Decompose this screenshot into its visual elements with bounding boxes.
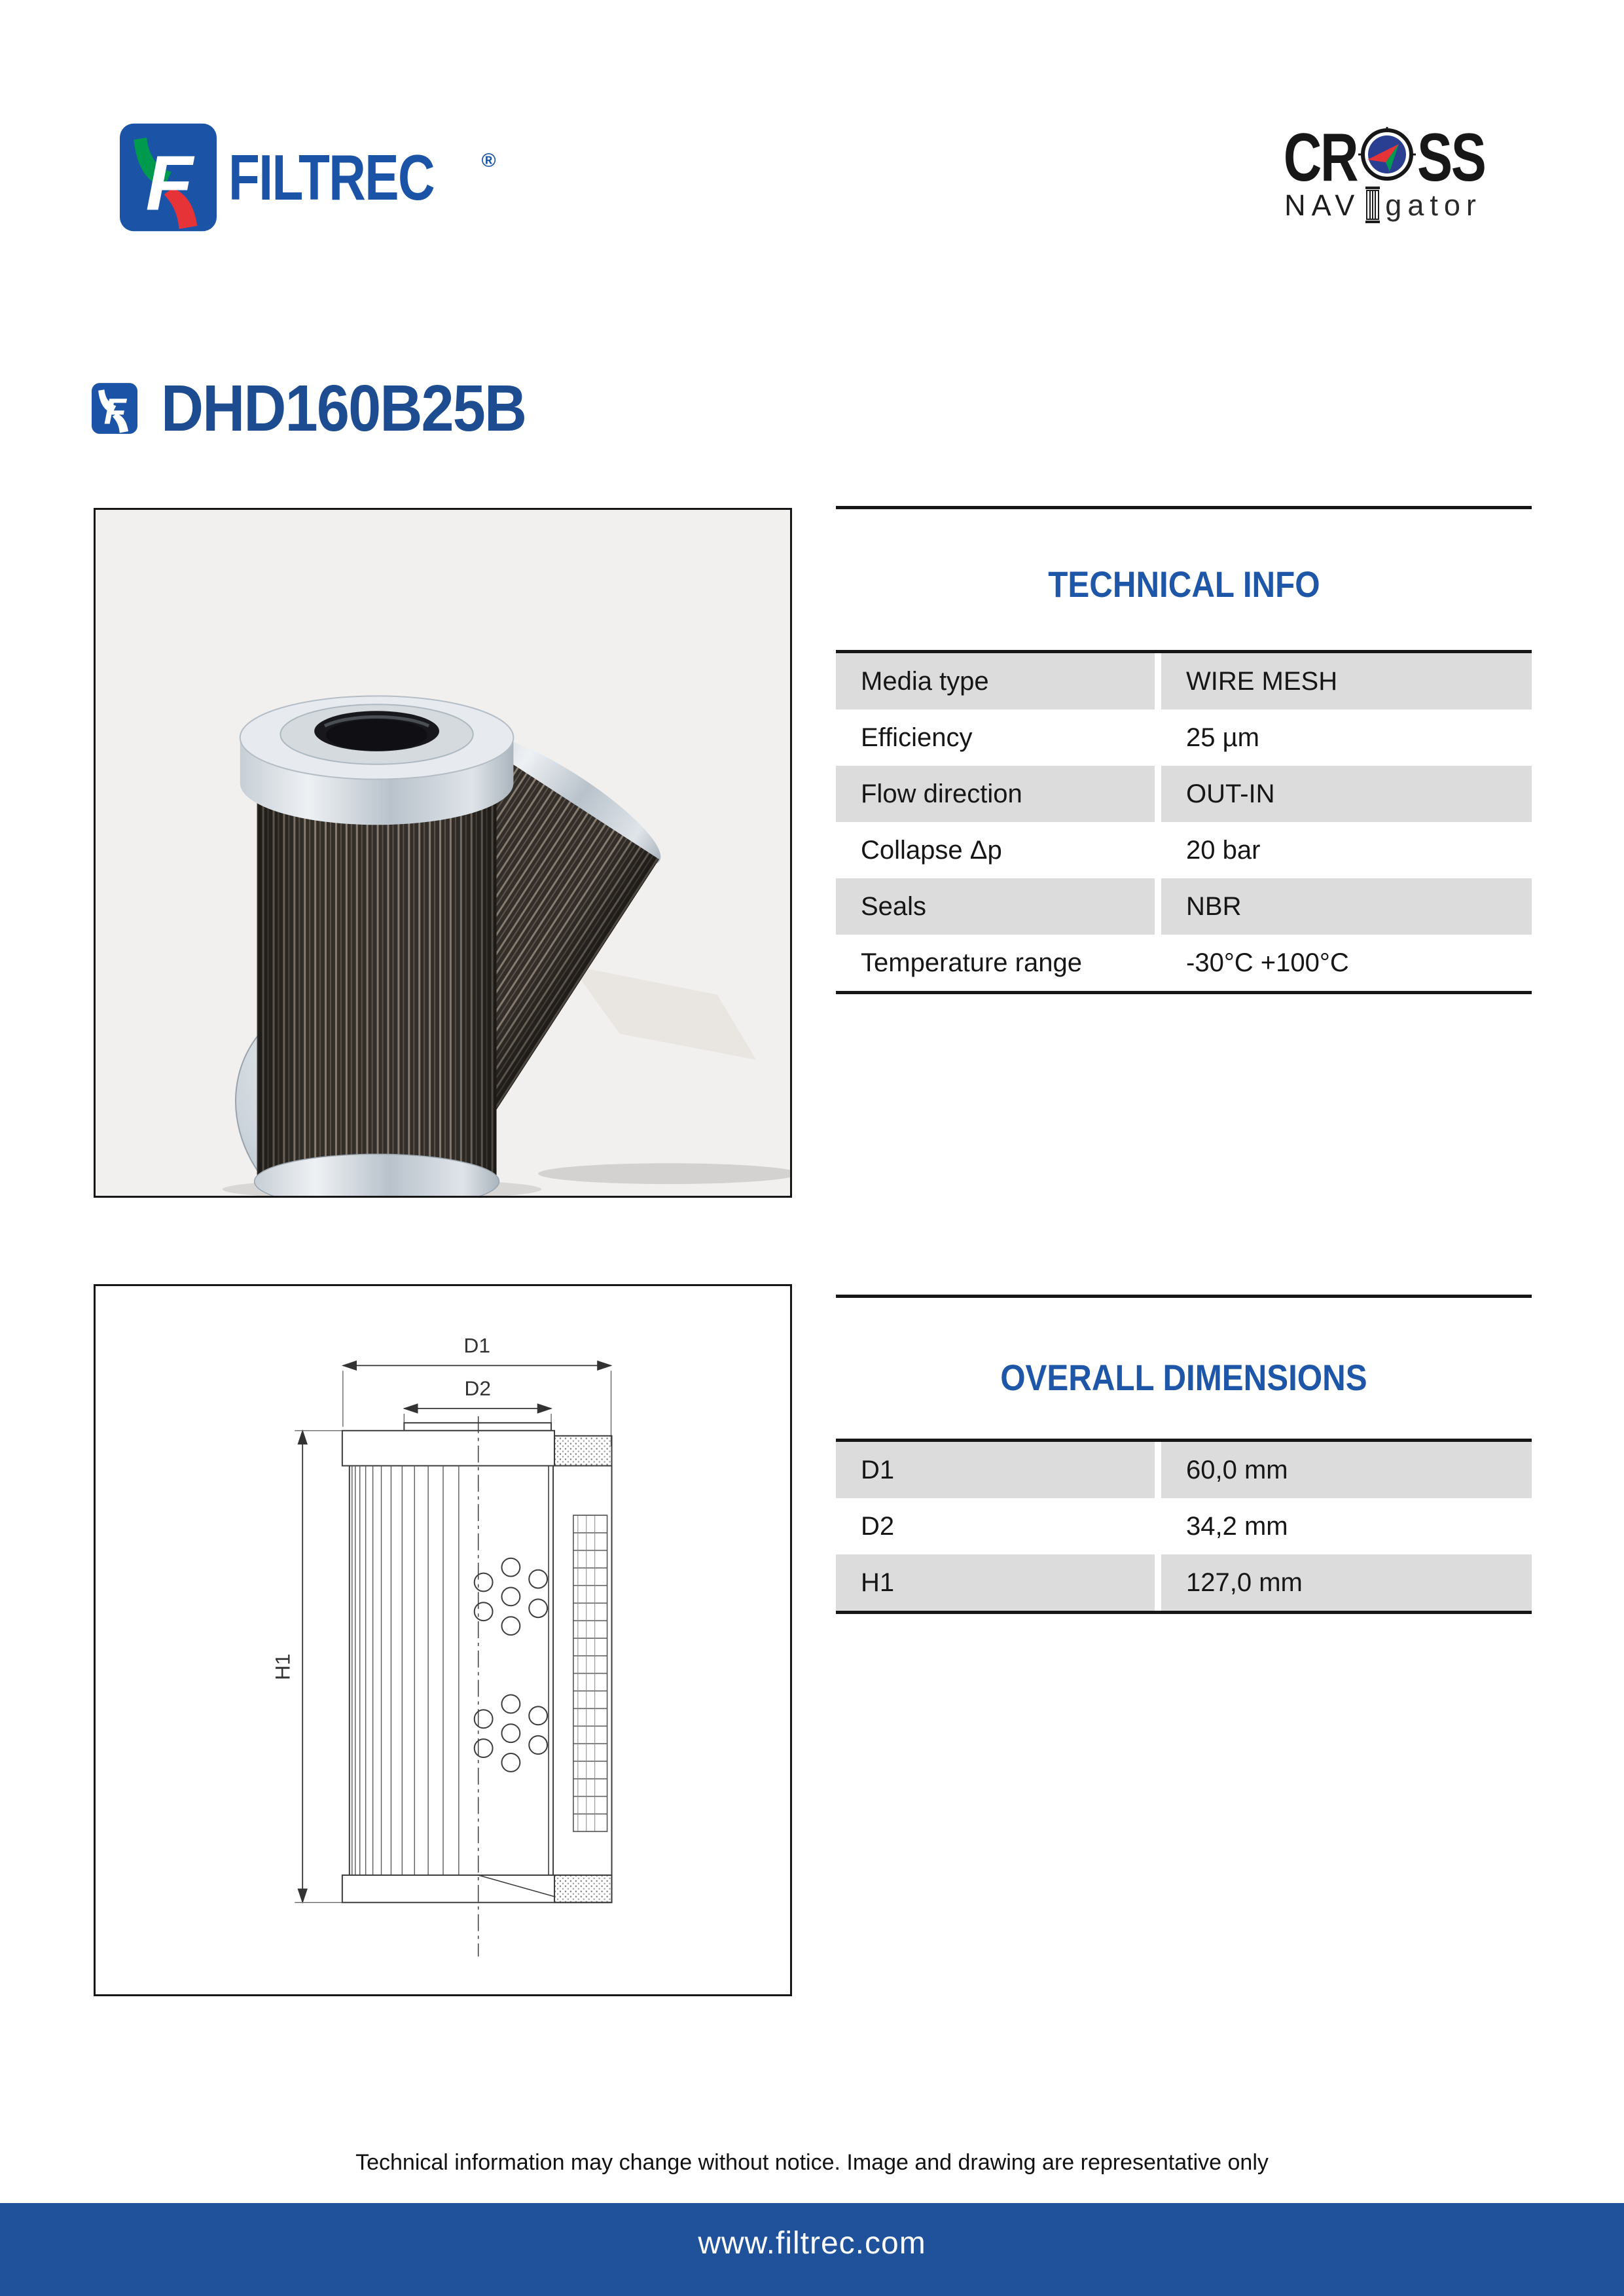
- svg-text:F: F: [103, 390, 126, 432]
- row-label: Seals: [836, 878, 1155, 935]
- cross-logo-top-row: [1263, 119, 1504, 197]
- cross-letters-left: CR: [1283, 120, 1357, 196]
- table-row: [836, 822, 1532, 878]
- row-value: 127,0 mm: [1161, 1554, 1532, 1611]
- drawing-label-d1: D1: [463, 1333, 491, 1357]
- table-row: [836, 1442, 1532, 1498]
- row-label: H1: [836, 1554, 1155, 1611]
- row-value: -30°C +100°C: [1186, 948, 1349, 977]
- table-row: [836, 935, 1532, 991]
- disclaimer-note: Technical information may change without notice. Image and drawing are representative only: [355, 2150, 1269, 2175]
- tech-info-table: [836, 650, 1532, 994]
- page-title-product-code: DHD160B25B: [161, 371, 526, 445]
- row-label: Flow direction: [836, 766, 1155, 822]
- table-row: [836, 709, 1532, 766]
- drawing-label-h1: H1: [270, 1653, 295, 1681]
- filtrec-wordmark: FILTREC: [228, 141, 434, 213]
- filtrec-logo-mark-icon: [120, 123, 217, 232]
- table-row: [836, 878, 1532, 935]
- row-label: Efficiency: [861, 723, 973, 752]
- tech-info-heading: [836, 563, 1532, 605]
- row-value: 34,2 mm: [1186, 1511, 1288, 1541]
- filtrec-wordmark-wrap: [228, 123, 500, 232]
- row-label: D2: [861, 1511, 895, 1541]
- nav-text: NAV: [1284, 188, 1361, 222]
- compass-icon: [1357, 126, 1417, 191]
- cross-navigator-logo: [1249, 119, 1517, 224]
- footer-bar: [0, 2203, 1624, 2296]
- website-link[interactable]: www.filtrec.com: [698, 2225, 926, 2261]
- product-code-logo-icon: [92, 382, 137, 435]
- dimensions-top-rule: [836, 1295, 1532, 1298]
- svg-text:F: F: [145, 140, 193, 227]
- drawing-label-d2: D2: [464, 1376, 492, 1401]
- row-value: OUT-IN: [1161, 766, 1532, 822]
- tech-info-top-rule: [836, 506, 1532, 509]
- row-value: WIRE MESH: [1161, 653, 1532, 709]
- dimensions-heading-text: OVERALL DIMENSIONS: [1000, 1357, 1367, 1398]
- row-value: NBR: [1161, 878, 1532, 935]
- column-icon: [1364, 187, 1381, 224]
- tech-info-heading-text: TECHNICAL INFO: [1047, 564, 1320, 605]
- technical-drawing-box: [94, 1284, 792, 1996]
- product-photo: [96, 510, 790, 1196]
- product-title-row: [92, 370, 566, 446]
- table-row: [836, 653, 1532, 709]
- product-photo-box: [94, 508, 792, 1198]
- row-value: 25 µm: [1186, 723, 1259, 752]
- dimensions-heading: [836, 1356, 1532, 1399]
- dimensions-table: [836, 1439, 1532, 1614]
- table-row: [836, 1498, 1532, 1554]
- technical-drawing: [96, 1286, 790, 1994]
- filtrec-logo: [120, 123, 500, 232]
- row-label: Media type: [836, 653, 1155, 709]
- cross-letters-right: SS: [1416, 120, 1485, 196]
- gator-text: gator: [1385, 188, 1482, 222]
- row-value: 20 bar: [1186, 835, 1261, 865]
- row-value: 60,0 mm: [1161, 1442, 1532, 1498]
- row-label: Temperature range: [861, 948, 1082, 977]
- table-row: [836, 766, 1532, 822]
- row-label: Collapse Δp: [861, 835, 1002, 865]
- row-label: D1: [836, 1442, 1155, 1498]
- registered-symbol: ®: [481, 149, 496, 171]
- table-row: [836, 1554, 1532, 1611]
